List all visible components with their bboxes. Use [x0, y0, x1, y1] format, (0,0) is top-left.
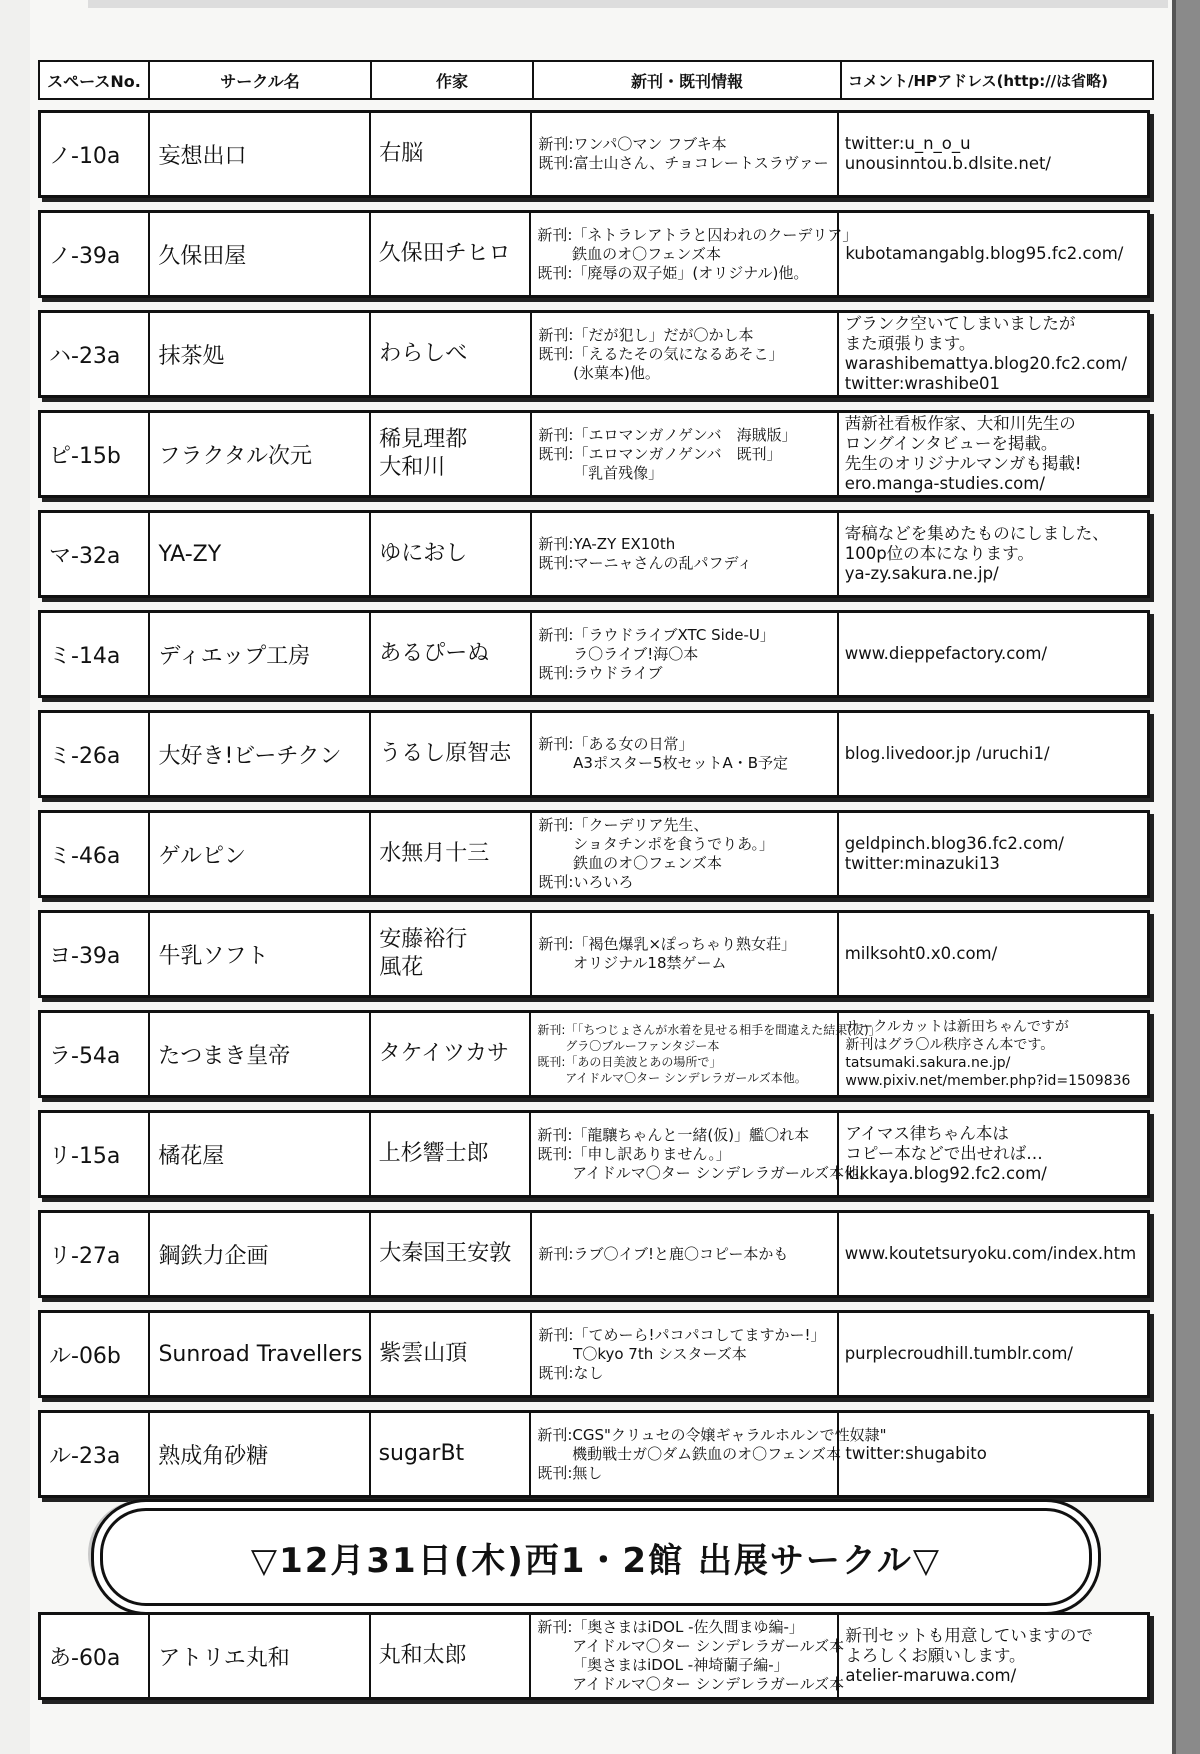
- release-line: グラ〇ブルーファンタジー本: [537, 1039, 720, 1053]
- page-left-margin: [0, 0, 30, 1754]
- section-banner: ▽12月31日(木)西1・2館 出展サークル▽: [100, 1508, 1092, 1606]
- space-number: ノ-10a: [41, 113, 150, 195]
- author-name: あるぴーぬ: [379, 641, 490, 666]
- comment-line: twitter:minazuki13: [844, 854, 1000, 873]
- space-number: リ-15a: [41, 1113, 150, 1195]
- release-line: 新刊:「ある女の日常」: [538, 735, 694, 753]
- comment-line: tatsumaki.sakura.ne.jp/: [845, 1055, 1011, 1071]
- space-number: あ-60a: [41, 1615, 150, 1697]
- author-name: 久保田チヒロ: [378, 241, 511, 266]
- comment-cell: [839, 513, 1147, 595]
- comment-cell: [839, 413, 1147, 495]
- release-info: [532, 413, 838, 495]
- author-name: sugarBt: [378, 1441, 465, 1466]
- space-number: ル-06b: [41, 1313, 150, 1395]
- space-number: ラ-54a: [41, 1013, 150, 1095]
- comment-line: コピー本などで出せれば…: [845, 1144, 1043, 1163]
- space-number: リ-27a: [41, 1213, 150, 1295]
- header-space: スペースNo.: [40, 62, 150, 98]
- release-info: [531, 1413, 887, 1495]
- table-row: [38, 810, 1150, 898]
- author-name: 安藤裕行: [379, 927, 468, 952]
- circle-name: 鋼鉄力企画: [150, 1213, 371, 1295]
- release-info: [532, 613, 838, 695]
- release-line: 新刊:ワンパ〇マン フブキ本: [538, 135, 727, 153]
- release-line: 既刊:ラウドライブ: [538, 663, 663, 682]
- space-number: ミ-46a: [41, 813, 150, 895]
- author-name: 水無月十三: [379, 841, 490, 866]
- circle-name: フラクタル次元: [150, 413, 371, 495]
- table-row: [38, 410, 1150, 498]
- circle-name: ゲルピン: [150, 813, 371, 895]
- table-header: [38, 60, 1154, 100]
- release-line: 既刊:富士山さん、チョコレートスラヴァー: [538, 154, 829, 172]
- release-line: 新刊:「てめーら!パコパコしてますかー!」: [538, 1325, 826, 1344]
- release-line: 新刊:YA-ZY EX10th: [538, 535, 676, 553]
- space-number: ル-23a: [41, 1413, 150, 1495]
- release-info: [531, 1113, 875, 1195]
- author-name: 紫雲山頂: [379, 1341, 468, 1366]
- author-cell: [371, 313, 532, 395]
- release-line: 機動戦士ガ〇ダム鉄血のオ〇フェンズ本: [537, 1444, 841, 1463]
- author-cell: [371, 813, 532, 895]
- table-row: [38, 1410, 1150, 1498]
- circle-name: 妄想出口: [150, 113, 371, 195]
- author-cell: [371, 713, 532, 795]
- release-info: [531, 213, 858, 295]
- author-name: 大和川: [379, 455, 446, 480]
- release-line: 新刊:「エロマンガノゲンバ 海賊版」: [538, 425, 797, 444]
- comment-cell: [839, 1313, 1147, 1395]
- circle-name: 橘花屋: [150, 1113, 370, 1195]
- release-line: オリジナル18禁ゲーム: [538, 954, 727, 972]
- circle-name: たつまき皇帝: [150, 1013, 370, 1095]
- release-line: 新刊:「クーデリア先生、: [538, 816, 709, 834]
- table-row: [38, 910, 1150, 998]
- comment-line: ブランク空いてしまいましたが: [844, 314, 1076, 333]
- table-row: [38, 110, 1150, 198]
- author-cell: [371, 913, 532, 995]
- release-line: アイドルマ〇ター シンデレラガールズ本: [537, 1637, 845, 1655]
- comment-line: 茜新社看板作家、大和川先生の: [844, 414, 1076, 433]
- release-line: 既刊:いろいろ: [538, 873, 634, 891]
- comment-line: よろしくお願いします。: [845, 1646, 1026, 1665]
- author-name: 右脳: [379, 141, 424, 166]
- comment-cell: [839, 813, 1147, 895]
- release-line: 既刊:「あの日美波とあの場所で」: [537, 1055, 722, 1069]
- author-cell: [371, 1615, 532, 1697]
- release-info: [532, 813, 838, 895]
- author-name: タケイツカサ: [378, 1041, 510, 1066]
- comment-line: www.dieppefactory.com/: [844, 644, 1048, 663]
- author-name: 丸和太郎: [378, 1643, 467, 1668]
- comment-line: ロングインタビューを掲載。: [844, 434, 1058, 453]
- release-line: 既刊:「エロマンガノゲンバ 既刊」: [538, 444, 782, 463]
- comment-cell: [839, 713, 1147, 795]
- author-cell: [371, 213, 532, 295]
- release-line: 新刊:「「ちつじょさんが水着を見せる相手を間違えた結果(仮)」: [537, 1023, 881, 1037]
- release-line: 新刊:「ネトラレアトラと囚われのクーデリア」: [537, 225, 858, 244]
- release-info: [532, 913, 838, 995]
- comment-cell: [839, 1615, 1147, 1697]
- release-line: 既刊:マーニャさんの乱パフディ: [538, 554, 753, 572]
- author-name: 稀見理都: [379, 427, 468, 452]
- release-info: [532, 713, 838, 795]
- header-author: 作家: [372, 62, 534, 98]
- space-number: ミ-14a: [41, 613, 150, 695]
- author-cell: [371, 613, 532, 695]
- author-name: うるし原智志: [379, 741, 512, 766]
- comment-line: 寄稿などを集めたものにしました、: [844, 524, 1109, 543]
- release-line: 新刊:「龍驤ちゃんと一緒(仮)」艦〇れ本: [537, 1125, 810, 1144]
- table-row: [38, 510, 1150, 598]
- comment-line: 100p位の本になります。: [844, 544, 1034, 563]
- release-line: 新刊:CGS"クリュセの令嬢ギャラルホルンで性奴隷": [537, 1425, 887, 1444]
- release-line: 鉄血のオ〇フェンズ本: [538, 854, 722, 872]
- release-line: 既刊:「えるたその気になるあそこ」: [538, 344, 784, 363]
- release-line: 既刊:なし: [538, 1363, 604, 1382]
- comment-cell: [839, 913, 1147, 995]
- release-line: 新刊:「だが犯し」だが〇かし本: [538, 325, 754, 344]
- comment-cell: [839, 1013, 1147, 1095]
- comment-cell: [839, 313, 1147, 395]
- table-row: [38, 1110, 1150, 1198]
- comment-line: ya-zy.sakura.ne.jp/: [844, 564, 999, 583]
- release-line: A3ポスター5枚セットA・B予定: [538, 754, 789, 772]
- comment-line: また頑張ります。: [844, 334, 976, 353]
- comment-cell: [839, 613, 1147, 695]
- release-line: 新刊:ラブ〇イブ!と鹿〇コピー本かも: [538, 1244, 789, 1263]
- release-line: (氷菓本)他。: [538, 363, 660, 382]
- space-number: マ-32a: [41, 513, 150, 595]
- release-line: T〇kyo 7th シスターズ本: [538, 1344, 747, 1363]
- release-line: ショタチンポを食うでりあ。」: [538, 835, 775, 853]
- page-top-edge: [88, 0, 1168, 8]
- release-info: [532, 313, 838, 395]
- author-cell: [371, 1213, 532, 1295]
- circle-name: Sunroad Travellers: [150, 1313, 371, 1395]
- comment-line: milksoht0.x0.com/: [844, 944, 998, 963]
- comment-line: twitter:u_n_o_u: [844, 134, 971, 153]
- release-info: [532, 513, 838, 595]
- comment-cell: [839, 1213, 1147, 1295]
- comment-line: サークルカットは新田ちゃんですが: [845, 1019, 1069, 1035]
- circle-name: 抹茶処: [150, 313, 371, 395]
- table-row: [38, 1612, 1150, 1700]
- comment-cell: [839, 1113, 1147, 1195]
- author-cell: [371, 1413, 532, 1495]
- comment-line: twitter:wrashibe01: [844, 374, 1001, 393]
- comment-cell: [839, 1413, 1147, 1495]
- author-cell: [371, 113, 532, 195]
- release-info: [532, 113, 838, 195]
- comment-cell: [839, 213, 1147, 295]
- author-cell: [371, 413, 532, 495]
- circle-name: 久保田屋: [150, 213, 370, 295]
- author-cell: [371, 1013, 532, 1095]
- comment-line: kubotamangablg.blog95.fc2.com/: [845, 244, 1124, 263]
- comment-line: 新刊はグラ〇ル秩序さん本です。: [845, 1037, 1055, 1053]
- table-row: [38, 210, 1150, 298]
- comment-cell: [839, 113, 1147, 195]
- release-line: 既刊:「廃辱の双子姫」(オリジナル)他。: [537, 263, 809, 282]
- author-name: ゆにおし: [379, 541, 468, 566]
- release-info: [532, 1213, 838, 1295]
- author-name: わらしべ: [379, 341, 468, 366]
- comment-line: purplecroudhill.tumblr.com/: [844, 1344, 1073, 1363]
- author-name: 風花: [379, 955, 424, 980]
- circle-name: ディエップ工房: [150, 613, 371, 695]
- release-info: [532, 1313, 838, 1395]
- release-info: [531, 1615, 845, 1697]
- release-line: 「乳首残像」: [538, 463, 664, 482]
- table-row: [38, 710, 1150, 798]
- release-line: アイドルマ〇ター シンデレラガールズ本: [537, 1675, 845, 1693]
- release-line: 鉄血のオ〇フェンズ本: [537, 244, 721, 263]
- comment-line: warashibemattya.blog20.fc2.com/: [844, 354, 1127, 373]
- comment-line: kikkaya.blog92.fc2.com/: [845, 1164, 1047, 1183]
- header-comment: コメント/HPアドレス(http://は省略): [848, 71, 1109, 90]
- release-line: 新刊:「褐色爆乳×ぽっちゃり熟女荘」: [538, 935, 797, 953]
- author-name: 上杉響士郎: [378, 1141, 489, 1166]
- header-info: 新刊・既刊情報: [534, 62, 842, 98]
- space-number: ノ-39a: [41, 213, 150, 295]
- comment-line: atelier-maruwa.com/: [845, 1666, 1017, 1685]
- release-line: 既刊:「申し訳ありません。」: [537, 1144, 731, 1163]
- comment-line: www.koutetsuryoku.com/index.htm: [844, 1244, 1137, 1263]
- author-cell: [371, 1313, 532, 1395]
- comment-line: 先生のオリジナルマンガも掲載!: [844, 454, 1082, 473]
- header-circle: サークル名: [150, 62, 372, 98]
- circle-name: 熟成角砂糖: [150, 1413, 370, 1495]
- comment-line: アイマス律ちゃん本は: [845, 1124, 1009, 1143]
- table-row: [38, 310, 1150, 398]
- release-line: 新刊:「奥さまはiDOL -佐久間まゆ編-」: [537, 1618, 804, 1636]
- release-line: 新刊:「ラウドライブXTC Side-U」: [538, 625, 775, 644]
- table-row: [38, 610, 1150, 698]
- release-line: 既刊:無し: [537, 1463, 603, 1482]
- comment-line: unousinntou.b.dlsite.net/: [844, 154, 1051, 173]
- comment-line: www.pixiv.net/member.php?id=1509836: [845, 1073, 1131, 1089]
- comment-line: 新刊セットも用意していますので: [845, 1626, 1093, 1645]
- release-line: 「奥さまはiDOL -神埼蘭子編-」: [537, 1656, 789, 1674]
- space-number: ヨ-39a: [41, 913, 150, 995]
- comment-line: ero.manga-studies.com/: [844, 474, 1045, 493]
- space-number: ピ-15b: [41, 413, 150, 495]
- table-row: [38, 1010, 1150, 1098]
- space-number: ハ-23a: [41, 313, 150, 395]
- comment-line: twitter:shugabito: [845, 1444, 987, 1463]
- release-line: ラ〇ライブ!海〇本: [538, 644, 699, 663]
- space-number: ミ-26a: [41, 713, 150, 795]
- page-right-strip: [1172, 0, 1200, 1754]
- author-cell: [371, 1113, 532, 1195]
- release-line: アイドルマ〇ター シンデレラガールズ本他。: [537, 1071, 807, 1085]
- release-info: [531, 1013, 881, 1095]
- comment-line: blog.livedoor.jp /uruchi1/: [844, 744, 1050, 763]
- author-name: 大秦国王安敦: [379, 1241, 512, 1266]
- circle-name: YA-ZY: [150, 513, 371, 595]
- table-row: [38, 1310, 1150, 1398]
- table-row: [38, 1210, 1150, 1298]
- author-cell: [371, 513, 532, 595]
- comment-line: geldpinch.blog36.fc2.com/: [844, 834, 1064, 853]
- circle-name: 牛乳ソフト: [150, 913, 371, 995]
- circle-name: アトリエ丸和: [150, 1615, 370, 1697]
- release-line: アイドルマ〇ター シンデレラガールズ本他。: [537, 1163, 875, 1182]
- circle-name: 大好き!ビーチクン: [150, 713, 371, 795]
